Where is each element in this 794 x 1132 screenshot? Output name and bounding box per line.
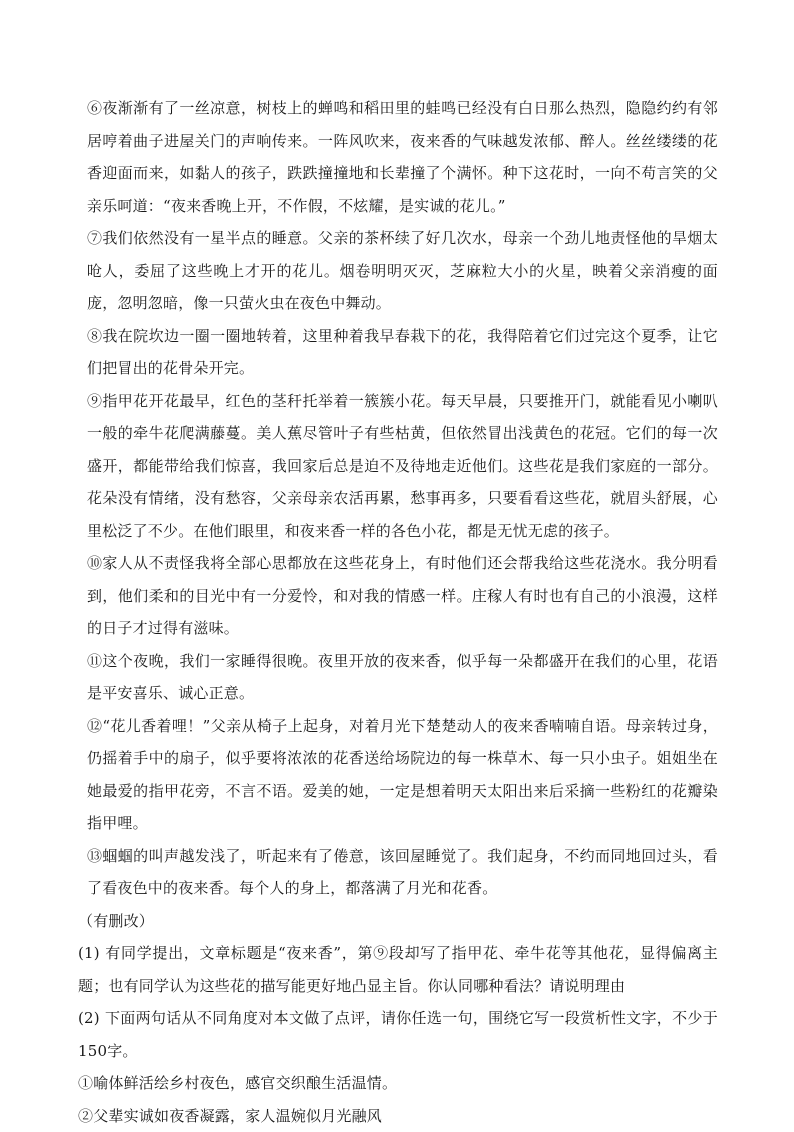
comment-option-1: ①喻体鲜活绘乡村夜色，感官交织酿生活温情。 <box>78 1067 718 1100</box>
paragraph-6 <box>78 92 718 222</box>
paragraph-13-text: ⑬蝈蝈的叫声越发浅了，听起来有了倦意，该回屋睡觉了。我们起身，不约而同地回过头，看了看夜色中的夜来香。每个人的身上，都落满了月光和花香。 <box>78 840 718 905</box>
revision-note: （有删改） <box>78 905 718 938</box>
paragraph-8-text: ⑧我在院坎边一圈一圈地转着，这里种着我早春栽下的花，我得陪着它们过完这个夏季，让它们把冒出的花骨朵开完。 <box>78 320 718 385</box>
paragraph-9 <box>78 385 718 548</box>
article-body <box>78 92 718 1132</box>
paragraph-12-text: ⑫“花儿香着哩！”父亲从椅子上起身，对着月光下楚楚动人的夜来香喃喃自语。母亲转过身，仍摇着手中的扇子，似乎要将浓浓的花香送给场院边的每一株草木、每一只小虫子。姐姐坐在她最爱的指甲花旁，不言不语。爱美的她，一定是想着明天太阳出来后采摘一些粉红的花瓣染指甲哩。 <box>78 710 718 840</box>
paragraph-10-text: ⑩家人从不责怪我将全部心思都放在这些花身上，有时他们还会帮我给这些花浇水。我分明看到，他们柔和的目光中有一分爱怜，和对我的情感一样。庄稼人有时也有自己的小浪漫，这样的日子才过得有滋味。 <box>78 547 718 645</box>
paragraph-7 <box>78 222 718 320</box>
paragraph-10 <box>78 547 718 645</box>
paragraph-11 <box>78 645 718 710</box>
comment-option-2: ②父辈实诚如夜香凝露，家人温婉似月光融风 <box>78 1100 718 1132</box>
paragraph-13 <box>78 840 718 905</box>
question-2: (2) 下面两句话从不同角度对本文做了点评，请你任选一句，围绕它写一段赏析性文字，不少于 150字。 <box>78 1002 718 1067</box>
paragraph-9-text: ⑨指甲花开花最早，红色的茎秆托举着一簇簇小花。每天早晨，只要推开门，就能看见小喇叭一般的牵牛花爬满藤蔓。美人蕉尽管叶子有些枯黄，但依然冒出浅黄色的花冠。它们的每一次盛开，都能带给我们惊喜，我回家后总是迫不及待地走近他们。这些花是我们家庭的一部分。花朵没有情绪，没有愁容，父亲母亲农活再累，愁事再多，只要看看这些花，就眉头舒展，心里松泛了不少。在他们眼里，和夜来香一样的各色小花，都是无忧无虑的孩子。 <box>78 385 718 548</box>
question-1: (1) 有同学提出，文章标题是“夜来香”，第⑨段却写了指甲花、牵牛花等其他花，显得偏离主题；也有同学认为这些花的描写能更好地凸显主旨。你认同哪种看法？请说明理由 <box>78 937 718 1002</box>
paragraph-12 <box>78 710 718 840</box>
paragraph-11-text: ⑪这个夜晚，我们一家睡得很晚。夜里开放的夜来香，似乎每一朵都盛开在我们的心里，花语是平安喜乐、诚心正意。 <box>78 645 718 710</box>
paragraph-6-text: ⑥夜渐渐有了一丝凉意，树枝上的蝉鸣和稻田里的蛙鸣已经没有白日那么热烈，隐隐约约有邻居哼着曲子进屋关门的声响传来。一阵风吹来，夜来香的气味越发浓郁、醉人。丝丝缕缕的花香迎面而来，如黏人的孩子，跌跌撞撞地和长辈撞了个满怀。种下这花时，一向不苟言笑的父亲乐呵道：“夜来香晚上开，不作假，不炫耀，是实诚的花儿。” <box>78 92 718 222</box>
paragraph-7-text: ⑦我们依然没有一星半点的睡意。父亲的茶杯续了好几次水，母亲一个劲儿地责怪他的旱烟太呛人，委屈了这些晚上才开的花儿。烟卷明明灭灭，芝麻粒大小的火星，映着父亲消瘦的面庞，忽明忽暗，像一只萤火虫在夜色中舞动。 <box>78 222 718 320</box>
paragraph-8 <box>78 320 718 385</box>
